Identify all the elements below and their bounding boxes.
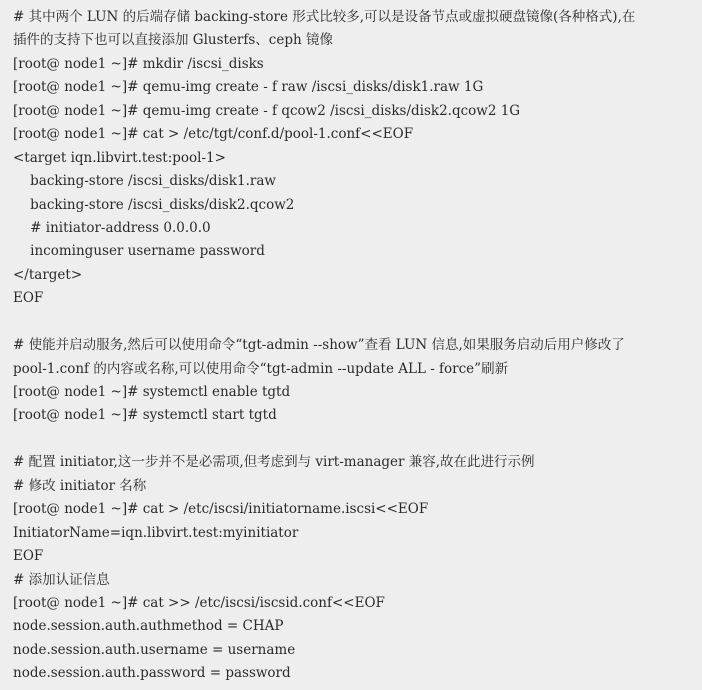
command-line: [root@ node1 ~]# systemctl enable tgtd xyxy=(13,384,291,400)
command-line: [root@ node1 ~]# cat > /etc/iscsi/initiatorname.iscsi<<EOF xyxy=(13,501,429,518)
config-line: node.session.auth.username = username xyxy=(13,641,296,658)
config-line: backing-store /iscsi_disks/disk2.qcow2 xyxy=(13,196,295,213)
comment-line: # 使能并启动服务,然后可以使用命令“tgt-admin --show”查看 LUN 信息,如果服务启动后用户修改了 xyxy=(13,337,625,354)
config-line: EOF xyxy=(13,290,44,307)
blank-line xyxy=(13,311,692,334)
config-line: node.session.auth.authmethod = CHAP xyxy=(13,618,284,635)
blank-line xyxy=(13,428,692,451)
command-line: [root@ node1 ~]# mkdir /iscsi_disks xyxy=(13,55,264,72)
comment-line: 插件的支持下也可以直接添加 Glusterfs、ceph 镜像 xyxy=(13,32,333,49)
config-line: InitiatorName=iqn.libvirt.test:myinitiator xyxy=(13,524,299,541)
comment-line: pool-1.conf 的内容或名称,可以使用命令“tgt-admin --update ALL - force”刷新 xyxy=(13,360,509,377)
command-line: [root@ node1 ~]# cat >> /etc/iscsi/iscsid.conf<<EOF xyxy=(13,594,385,611)
command-line: [root@ node1 ~]# systemctl start tgtd xyxy=(13,407,277,424)
config-line: # initiator-address 0.0.0.0 xyxy=(13,219,211,236)
config-line: backing-store /iscsi_disks/disk1.raw xyxy=(13,173,276,190)
config-line: node.session.auth.password = password xyxy=(13,665,291,682)
comment-line: # 其中两个 LUN 的后端存储 backing-store 形式比较多,可以是设备节点或虚拟硬盘镜像(各种格式),在 xyxy=(13,9,636,25)
command-line: [root@ node1 ~]# qemu-img create - f qcow2 /iscsi_disks/disk2.qcow2 1G xyxy=(13,102,521,119)
config-line: </target> xyxy=(13,266,83,283)
comment-line: # 修改 initiator 名称 xyxy=(13,477,147,494)
comment-line: # 添加认证信息 xyxy=(13,571,110,588)
config-line: incominguser username password xyxy=(13,243,265,260)
config-line: <target iqn.libvirt.test:pool-1> xyxy=(13,149,226,166)
command-line: [root@ node1 ~]# qemu-img create - f raw /iscsi_disks/disk1.raw 1G xyxy=(13,79,484,96)
comment-line: # 配置 initiator,这一步并不是必需项,但考虑到与 virt-manager 兼容,故在此进行示例 xyxy=(13,454,535,471)
config-line: EOF xyxy=(13,548,44,565)
command-line: [root@ node1 ~]# cat > /etc/tgt/conf.d/pool-1.conf<<EOF xyxy=(13,126,414,143)
